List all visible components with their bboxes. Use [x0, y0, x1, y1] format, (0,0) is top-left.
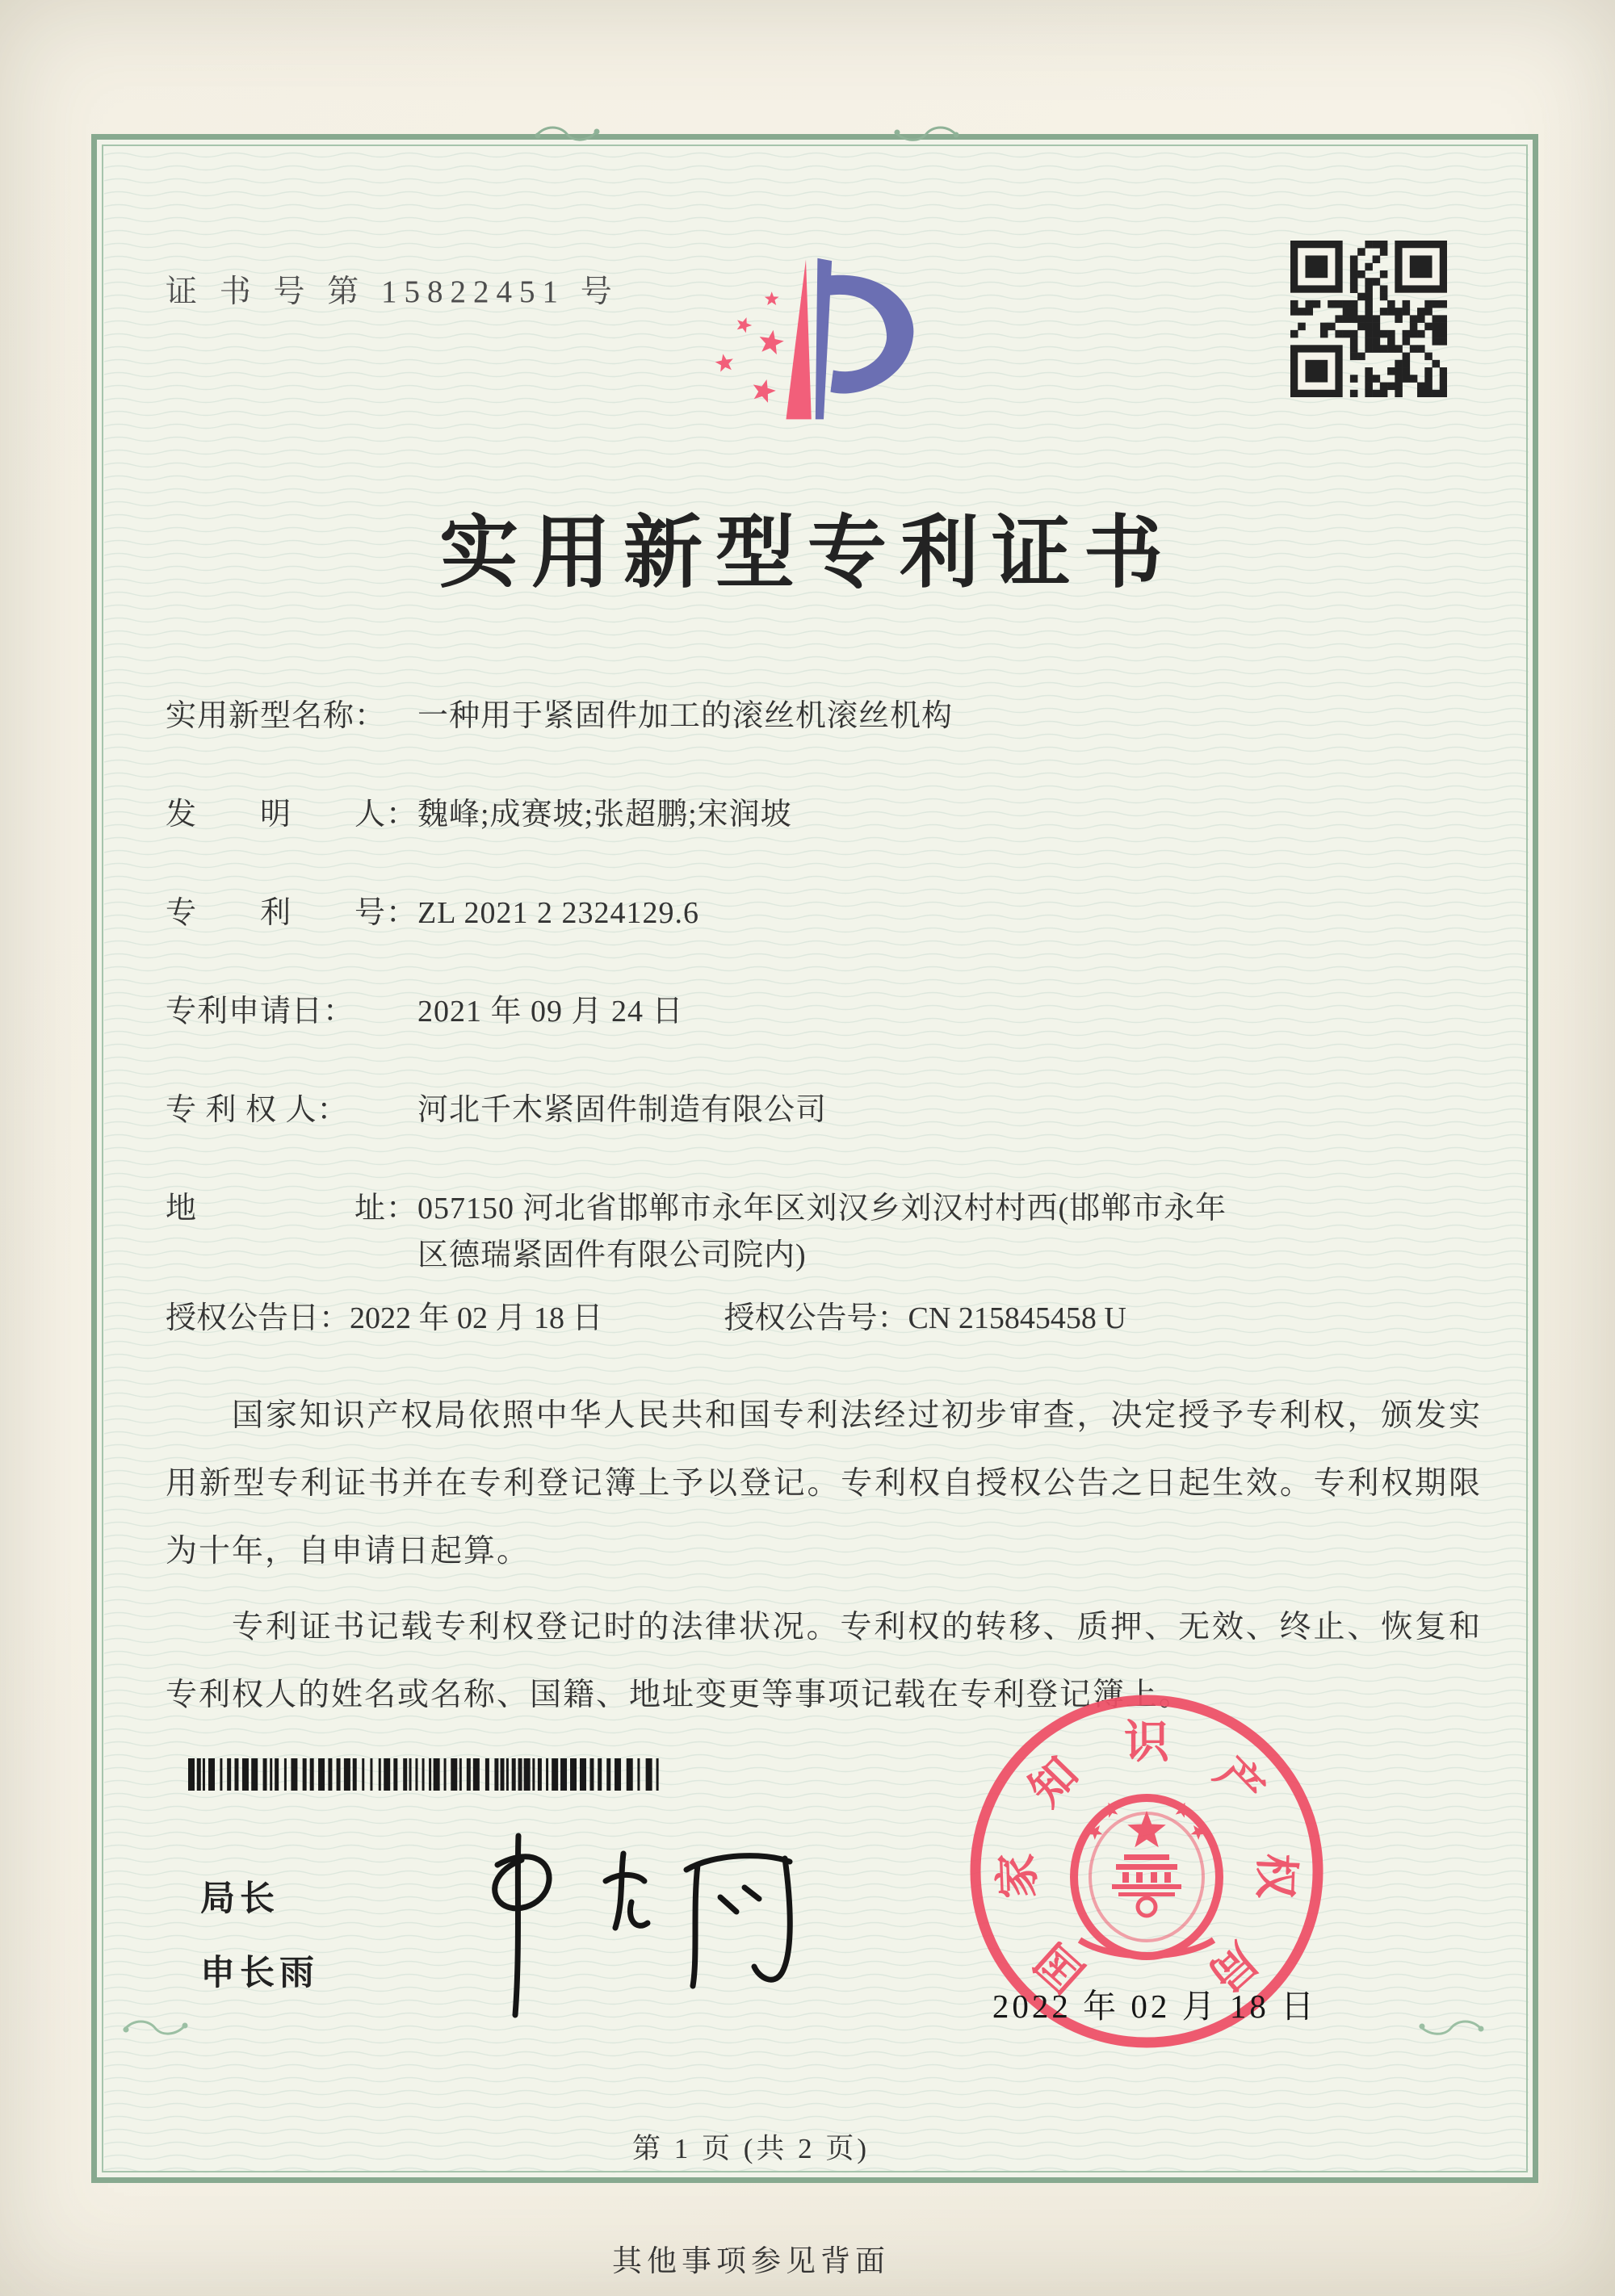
- commissioner-title-label: 局长: [200, 1879, 279, 1918]
- certificate-number: 证 书 号 第 15822451 号: [166, 274, 619, 309]
- svg-text:识: 识: [1124, 1718, 1169, 1768]
- logo-red-wedge: [786, 259, 811, 419]
- border-ornament-bottom-right: [1417, 2015, 1485, 2043]
- certificate-fields: [166, 693, 1506, 1330]
- field-value: 一种用于紧固件加工的滚丝机滚丝机构: [417, 699, 954, 733]
- border-ornament-top-left: [533, 121, 601, 149]
- seal-date: 2022 年 02 月 18 日: [992, 1988, 1318, 2025]
- svg-text:国: 国: [1027, 1933, 1095, 2001]
- legal-paragraph-2: 专利证书记载专利权登记时的法律状况。专利权的转移、质押、无效、终止、恢复和专利权人的姓名或名称、国籍、地址变更等事项记载在专利登记簿上。: [166, 1610, 1482, 1712]
- grant-date-label: 授权公告日：: [166, 1301, 350, 1335]
- field-label: 专 利 权 人：: [166, 1093, 349, 1127]
- grant-number-value: CN 215845458 U: [908, 1301, 1126, 1335]
- qr-code: [1290, 241, 1447, 397]
- field-label: 专利申请日：: [166, 995, 355, 1029]
- field-row-filing-date: [166, 988, 1506, 1035]
- field-row-patentee: [166, 1087, 1506, 1133]
- grant-number: [724, 1293, 1126, 1337]
- grant-number-label: 授权公告号：: [724, 1301, 908, 1335]
- legal-paragraph-1: 国家知识产权局依照中华人民共和国专利法经过初步审查，决定授予专利权，颁发实用新型专利证书并在专利登记簿上予以登记。专利权自授权公告之日起生效。专利权期限为十年，自申请日起算。: [166, 1398, 1482, 1569]
- barcode: [188, 1758, 665, 1791]
- field-value: 河北千木紧固件制造有限公司: [417, 1093, 828, 1127]
- seal-national-emblem: [1074, 1798, 1219, 1956]
- border-ornament-bottom-left: [121, 2015, 189, 2043]
- logo-p-bowl: [827, 275, 913, 394]
- field-row-utility-model-name: [166, 693, 1506, 739]
- commissioner-name: 申长雨: [200, 1954, 319, 1992]
- field-label: 发 明 人：: [166, 798, 418, 832]
- grant-date: [166, 1293, 603, 1337]
- field-label: 地 址：: [166, 1192, 418, 1226]
- reverse-side-note: 其他事项参见背面: [612, 2245, 890, 2278]
- svg-text:家: 家: [992, 1852, 1045, 1900]
- field-value: 057150 河北省邯郸市永年区刘汉乡刘汉村村西(邯郸市永年区德瑞紧固件有限公司院内): [417, 1192, 1227, 1272]
- svg-text:产: 产: [1205, 1748, 1273, 1816]
- field-row-inventors: [166, 791, 1506, 838]
- grant-row: [166, 1293, 1506, 1337]
- field-label: 专 利 号：: [166, 896, 418, 930]
- field-row-address: [166, 1185, 1506, 1279]
- field-label: 实用新型名称：: [166, 699, 387, 733]
- grant-date-value: 2022 年 02 月 18 日: [350, 1301, 603, 1335]
- page-number: 第 1 页 (共 2 页): [631, 2133, 870, 2164]
- svg-text:知: 知: [1020, 1748, 1089, 1816]
- commissioner-signature: [420, 1807, 824, 2033]
- svg-text:局: 局: [1198, 1933, 1266, 2001]
- svg-text:权: 权: [1248, 1852, 1301, 1900]
- field-value: ZL 2021 2 2324129.6: [417, 896, 700, 930]
- border-ornament-top-right: [892, 121, 960, 149]
- cnipa-logo: [686, 236, 925, 455]
- certificate-title: 实用新型专利证书: [438, 510, 1176, 597]
- field-value: 2021 年 09 月 24 日: [417, 995, 684, 1029]
- field-value: 魏峰;成赛坡;张超鹏;宋润坡: [417, 798, 792, 832]
- field-row-patent-number: [166, 890, 1506, 936]
